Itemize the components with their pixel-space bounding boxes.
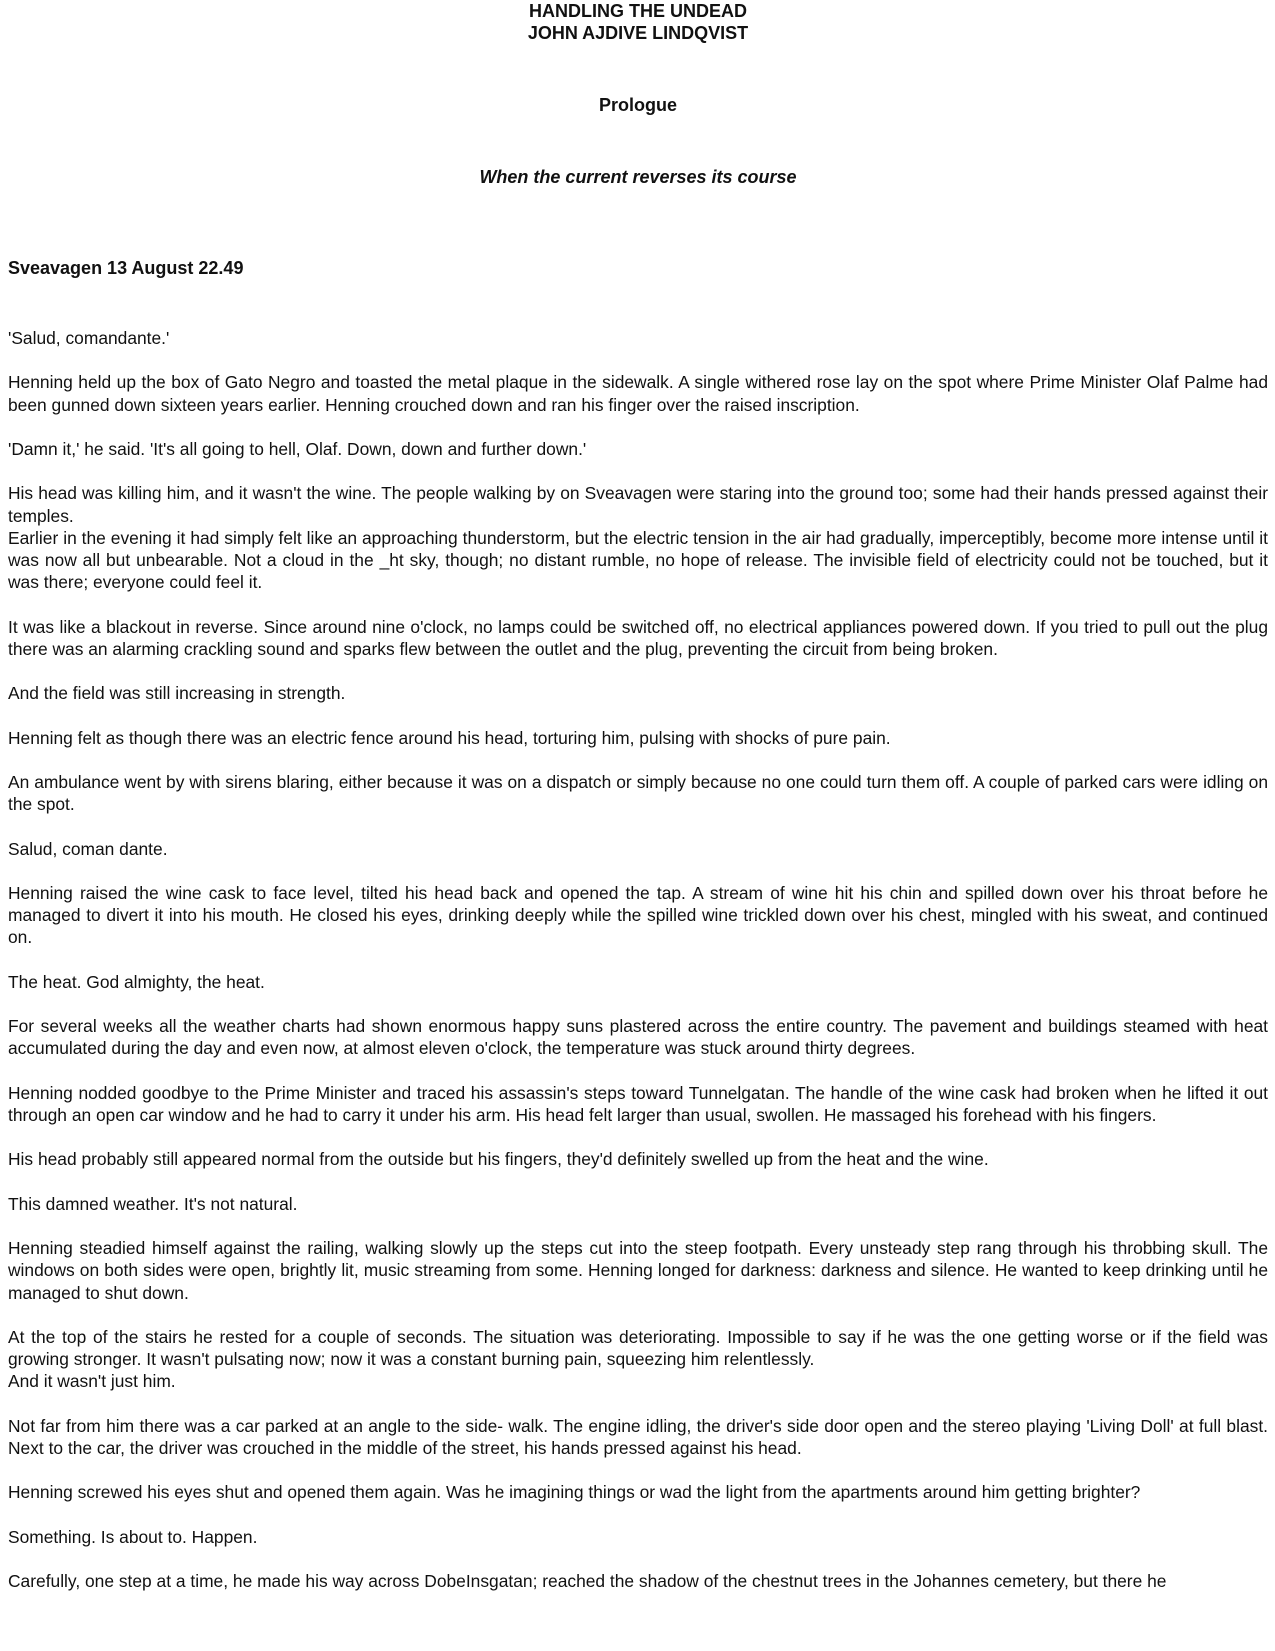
paragraph: It was like a blackout in reverse. Since around nine o'clock, no lamps could be switched off, no electrical appliances powered down. If you tried to pull out the plug there was an alarming crackling sound and sparks flew between the outlet and the plug, preventing the circuit from being broken. [8, 616, 1268, 659]
section-dateline: Sveavagen 13 August 22.49 [8, 258, 244, 278]
paragraph: Henning held up the box of Gato Negro and toasted the metal plaque in the sidewalk. A single withered rose lay on the spot where Prime Minister Olaf Palme had been gunned down sixteen years earlier. Henning crouched down and ran his finger over the raised inscription. [8, 372, 1268, 415]
paragraph: An ambulance went by with sirens blaring, either because it was on a dispatch or simply because no one could turn them off. A couple of parked cars were idling on the spot. [8, 771, 1268, 815]
paragraph: For several weeks all the weather charts had shown enormous happy suns plastered across the entire country. The pavement and buildings steamed with heat accumulated during the day and even now, at almost eleven o'clock, the temperature was stuck around thirty degrees. [8, 1016, 1268, 1059]
chapter-heading: Prologue [598, 95, 677, 115]
paragraph: His head was killing him, and it wasn't the wine. The people walking by on Sveavagen were staring into the ground too; some had their hands pressed against their temples. [8, 483, 1268, 526]
paragraph: The heat. God almighty, the heat. [8, 971, 265, 992]
book-title-block [8, 0, 1268, 44]
paragraph: Henning raised the wine cask to face level, tilted his head back and opened the tap. A stream of wine hit his chin and spilled down over his throat before he managed to divert it into his mouth. He closed his eyes, drinking deeply while the spilled wine trickled down over his chest, mingled with his sweat, and continued on. [8, 882, 1268, 948]
paragraph: Not far from him there was a car parked at an angle to the side- walk. The engine idling, the driver's side door open and the stereo playing 'Living Doll' at full blast. Next to the car, the driver was crouched in the middle of the street, his hands pressed against his head. [8, 1415, 1268, 1458]
paragraph: Henning screwed his eyes shut and opened them again. Was he imagining things or wad the light from the apartments around him getting brighter? [8, 1482, 1141, 1503]
paragraph: Henning steadied himself against the railing, walking slowly up the steps cut into the steep footpath. Every unsteady step rang through his throbbing skull. The windows on both sides were open, brightly lit, music streaming from some. Henning longed for darkness: darkness and silence. He wanted to keep drinking until he managed to shut down. [8, 1238, 1268, 1303]
paragraph: Salud, coman dante. [8, 838, 168, 859]
paragraph: At the top of the stairs he rested for a couple of seconds. The situation was deteriorating. Impossible to say if he was the one getting worse or if the field was growing stronger. It wasn't pulsating now; now it was a constant burning pain, squeezing him relentlessly. [8, 1326, 1268, 1370]
document-page [8, 0, 1268, 1651]
book-title: HANDLING THE UNDEAD [529, 1, 747, 21]
paragraph: His head probably still appeared normal from the outside but his fingers, they'd definitely swelled up from the heat and the wine. [8, 1149, 989, 1170]
paragraph: Carefully, one step at a time, he made his way across DobeInsgatan; reached the shadow of the chestnut trees in the Johannes cemetery, but there he [8, 1571, 1167, 1592]
body-text [8, 327, 1268, 1614]
chapter-subtitle: When the current reverses its course [479, 167, 797, 187]
paragraph: Henning felt as though there was an electric fence around his head, torturing him, pulsing with shocks of pure pain. [8, 727, 891, 748]
paragraph: Earlier in the evening it had simply felt like an approaching thunderstorm, but the electric tension in the air had gradually, imperceptibly, become more intense until it was now all but unbearable. Not a cloud in the _ht sky, though; no distant rumble, no hope of release. The invisible field of electricity could not be touched, but it was there; everyone could feel it. [8, 527, 1268, 593]
paragraph: Henning nodded goodbye to the Prime Minister and traced his assassin's steps toward Tunnelgatan. The handle of the wine cask had broken when he lifted it out through an open car window and he had to carry it under his arm. His head felt larger than usual, swollen. He massaged his forehead with his fingers. [8, 1082, 1268, 1125]
paragraph: And the field was still increasing in strength. [8, 683, 346, 704]
paragraph: 'Damn it,' he said. 'It's all going to hell, Olaf. Down, down and further down.' [8, 438, 587, 459]
paragraph: Something. Is about to. Happen. [8, 1526, 258, 1547]
paragraph: And it wasn't just him. [8, 1371, 176, 1392]
book-author: JOHN AJDIVE LINDQVIST [527, 23, 749, 43]
paragraph: 'Salud, comandante.' [8, 328, 170, 348]
paragraph: This damned weather. It's not natural. [8, 1193, 298, 1214]
